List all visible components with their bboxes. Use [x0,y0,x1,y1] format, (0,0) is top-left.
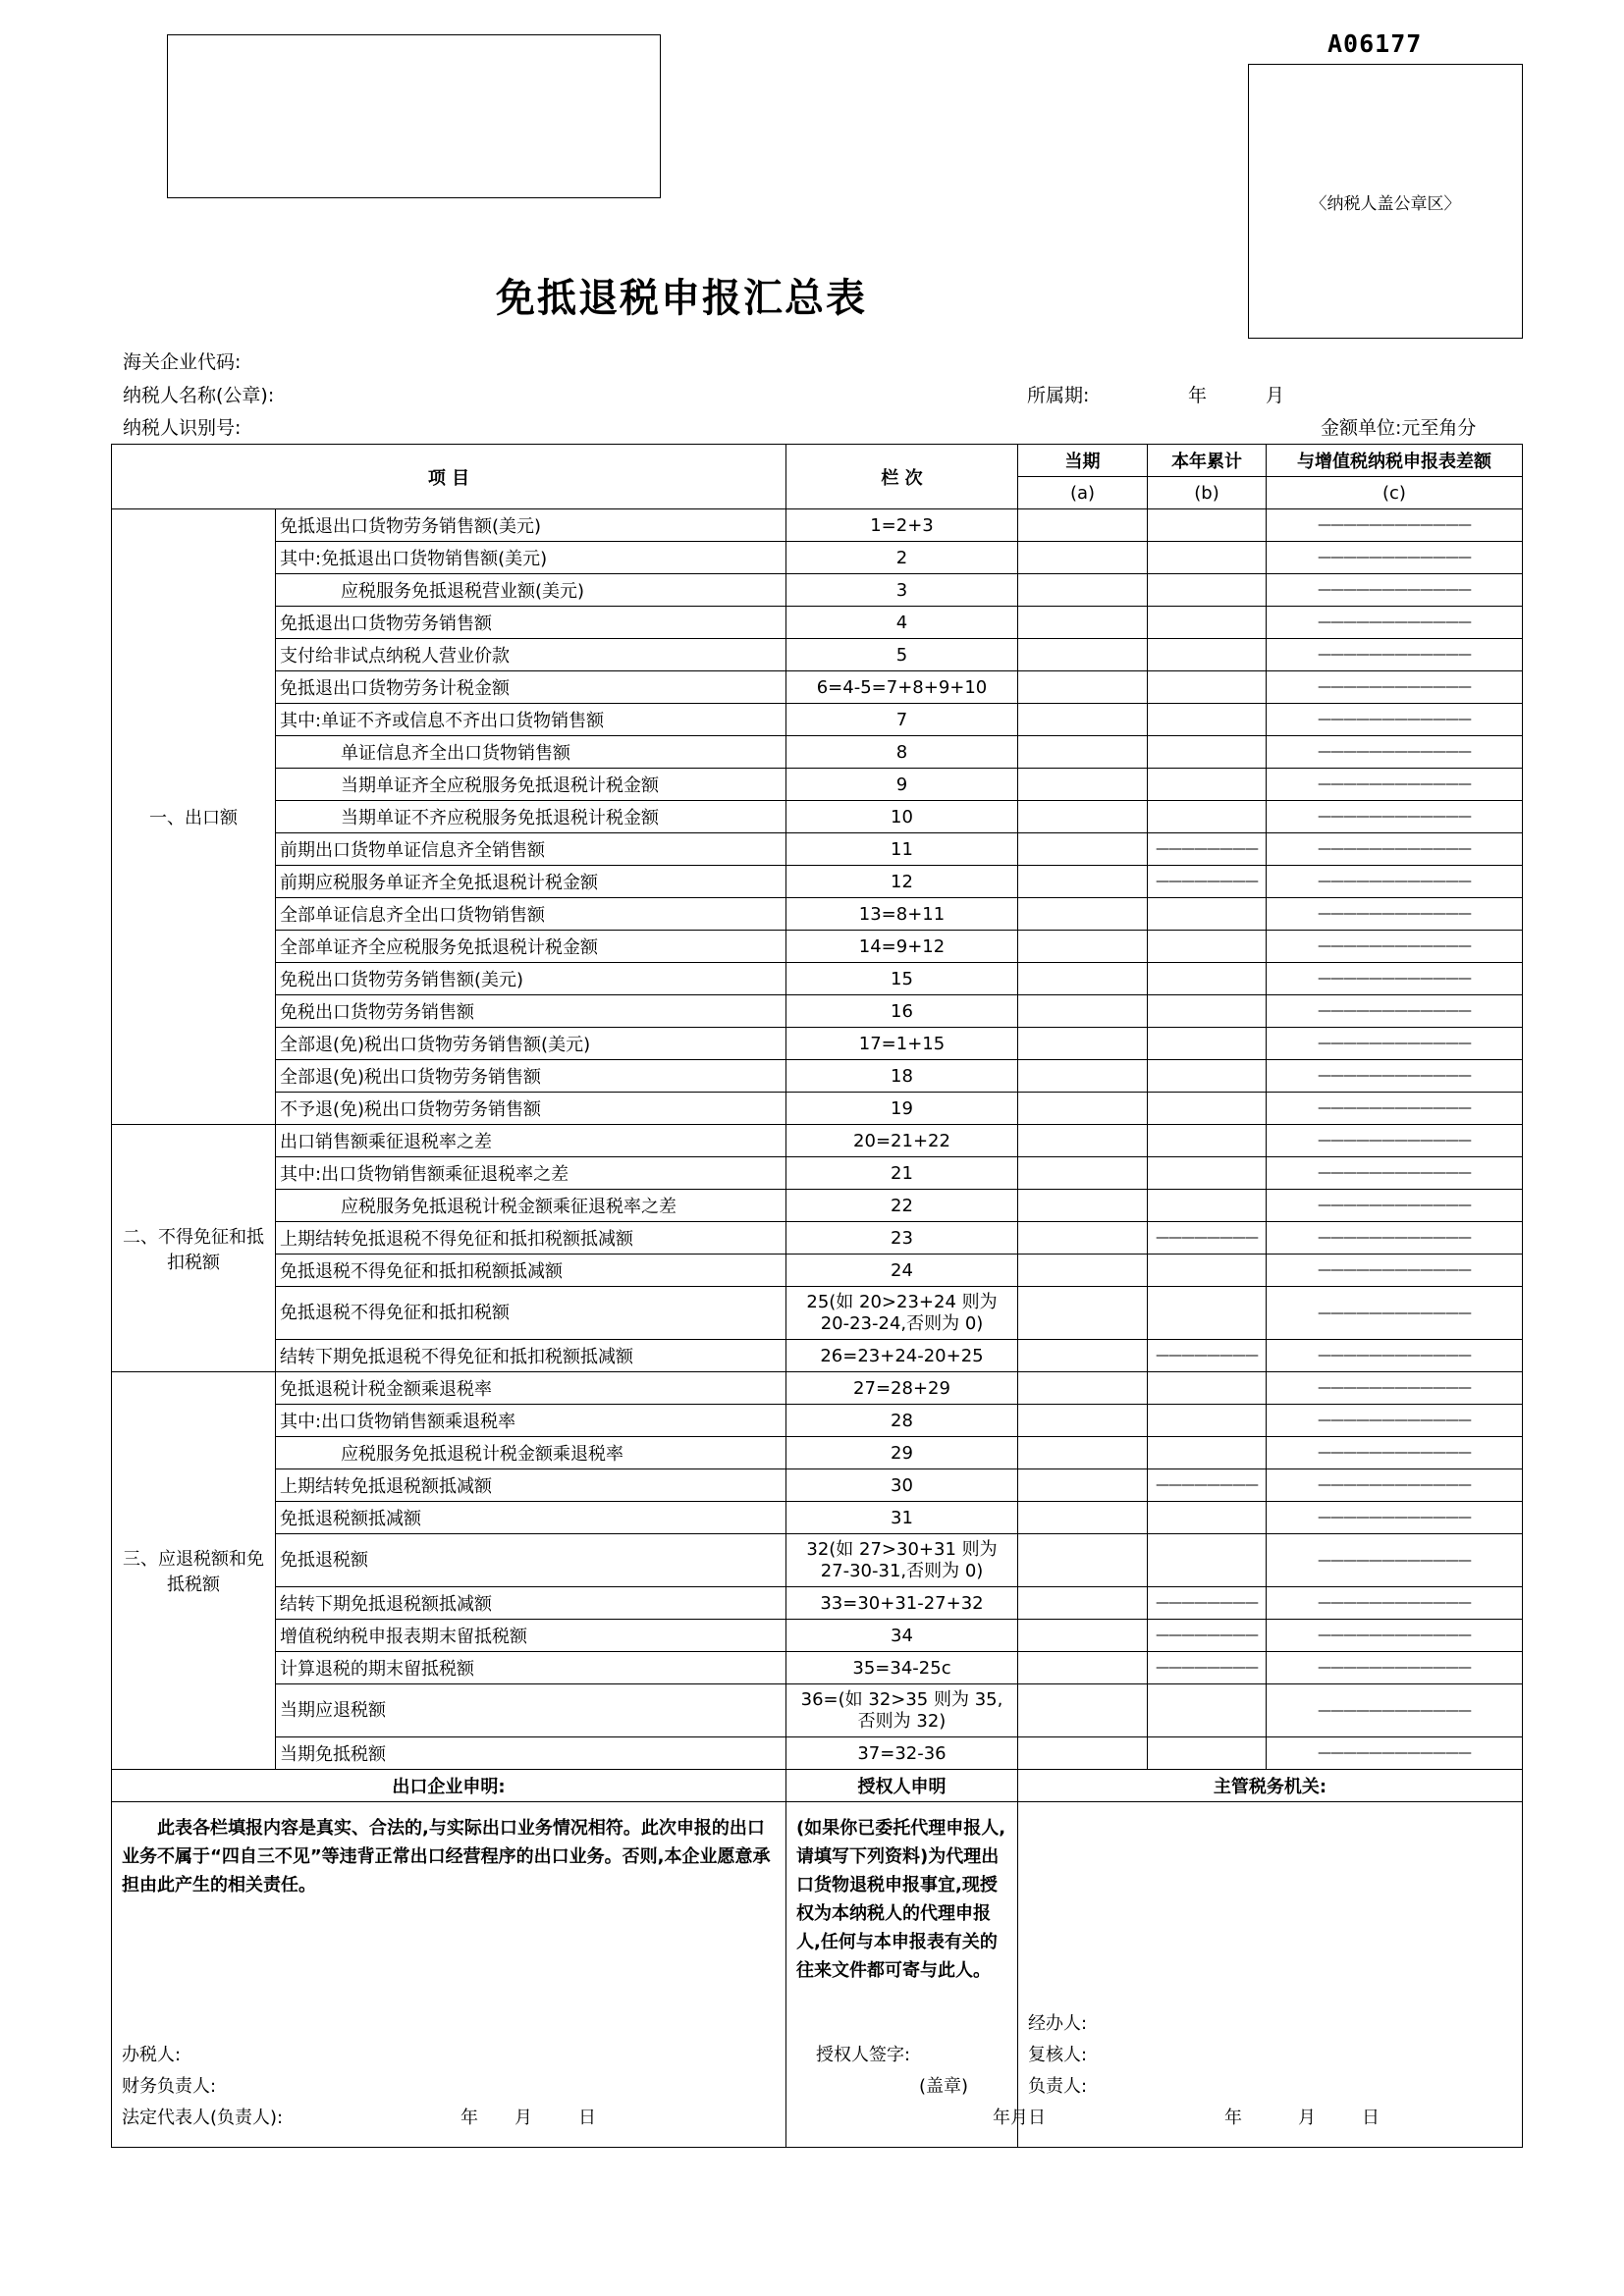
row-label: 计算退税的期末留抵税额 [276,1652,786,1684]
date-year: 年 [460,2108,478,2128]
cell-current[interactable] [1018,639,1148,671]
section-export: 一、出口额 [112,509,276,1125]
row-label: 免抵退税计税金额乘退税率 [276,1372,786,1405]
cell-diff-dash: ———————————— [1267,1684,1523,1737]
cell-ytd[interactable] [1148,736,1267,769]
cell-ytd[interactable] [1148,704,1267,736]
row-column [786,1534,1018,1587]
row-label: 免抵退税额 [276,1534,786,1587]
cell-ytd[interactable] [1148,1534,1267,1587]
summary-table [111,444,1523,2148]
row-column: 23 [786,1222,1018,1255]
table-row [112,639,1523,671]
header-current: 当期 [1018,445,1148,477]
cell-current[interactable] [1018,995,1148,1028]
table-row [112,1684,1523,1737]
date-month: 月 [514,2108,532,2128]
row-label: 免抵退税不得免征和抵扣税额 [276,1287,786,1340]
cell-ytd[interactable] [1148,574,1267,607]
cell-current[interactable] [1018,1340,1148,1372]
cell-current[interactable] [1018,866,1148,898]
cell-diff-dash: ———————————— [1267,1372,1523,1405]
cell-diff-dash: ———————————— [1267,898,1523,931]
cell-current[interactable] [1018,1405,1148,1437]
cell-diff-dash: ———————————— [1267,1652,1523,1684]
table-row [112,1502,1523,1534]
cell-ytd-dash: ———————— [1148,1340,1267,1372]
tax-date-month: 月 [1298,2108,1316,2128]
agent-seal-label: (盖章) [918,2076,968,2097]
table-row [112,931,1523,963]
seal-area [1248,64,1523,339]
table-row [112,801,1523,833]
cell-ytd[interactable] [1148,1287,1267,1340]
cell-diff-dash: ———————————— [1267,1255,1523,1287]
row-label: 出口销售额乘征退税率之差 [276,1125,786,1157]
cell-diff-dash: ———————————— [1267,866,1523,898]
table-row [112,1125,1523,1157]
cell-current[interactable] [1018,1620,1148,1652]
cell-ytd[interactable] [1148,1405,1267,1437]
row-column: 4 [786,607,1018,639]
cell-current[interactable] [1018,1125,1148,1157]
table-row [112,1222,1523,1255]
row-label: 免抵退出口货物劳务计税金额 [276,671,786,704]
cell-ytd-dash: ———————— [1148,1469,1267,1502]
row-column: 22 [786,1190,1018,1222]
cell-ytd[interactable] [1148,1028,1267,1060]
period-label: 所属期: [1027,385,1090,406]
cell-ytd-dash: ———————— [1148,1652,1267,1684]
cell-diff-dash: ———————————— [1267,607,1523,639]
row-label: 免抵退出口货物劳务销售额 [276,607,786,639]
cell-current[interactable] [1018,1157,1148,1190]
cell-diff-dash: ———————————— [1267,995,1523,1028]
cell-ytd[interactable] [1148,995,1267,1028]
cell-current[interactable] [1018,1587,1148,1620]
cell-diff-dash: ———————————— [1267,1190,1523,1222]
table-row [112,866,1523,898]
row-column: 35=34-25c [786,1652,1018,1684]
row-column: 14=9+12 [786,931,1018,963]
row-column: 30 [786,1469,1018,1502]
row-column: 17=1+15 [786,1028,1018,1060]
table-row [112,1737,1523,1770]
table-row [112,1620,1523,1652]
cell-diff-dash: ———————————— [1267,1405,1523,1437]
row-label: 应税服务免抵退税计税金额乘退税率 [276,1437,786,1469]
cell-ytd[interactable] [1148,1255,1267,1287]
amount-unit: 金额单位:元至角分 [1321,417,1477,439]
row-column: 19 [786,1093,1018,1125]
row-label: 增值税纳税申报表期末留抵税额 [276,1620,786,1652]
agent-declaration-title: 授权人申明 [786,1770,1018,1802]
cell-current[interactable] [1018,671,1148,704]
section-refund: 三、应退税额和免抵税额 [112,1372,276,1770]
table-row [112,1534,1523,1587]
cell-diff-dash: ———————————— [1267,1502,1523,1534]
cell-ytd-dash: ———————— [1148,1587,1267,1620]
cell-diff-dash: ———————————— [1267,574,1523,607]
tax-date-year: 年 [1224,2108,1242,2128]
table-row [112,1437,1523,1469]
cell-ytd[interactable] [1148,671,1267,704]
row-label: 结转下期免抵退税额抵减额 [276,1587,786,1620]
cell-current[interactable] [1018,1287,1148,1340]
row-column: 13=8+11 [786,898,1018,931]
cell-current[interactable] [1018,607,1148,639]
export-declaration-text: 此表各栏填报内容是真实、合法的,与实际出口业务情况相符。此次申报的出口业务不属于“四自三不见”等违背正常出口经营程序的出口业务。否则,本企业愿意承担由此产生的相关责任。 [122,1818,771,1896]
row-column: 18 [786,1060,1018,1093]
table-row [112,1287,1523,1340]
row-label: 应税服务免抵退税营业额(美元) [276,574,786,607]
cell-diff-dash: ———————————— [1267,931,1523,963]
row-column: 11 [786,833,1018,866]
cell-diff-dash: ———————————— [1267,801,1523,833]
cell-ytd[interactable] [1148,801,1267,833]
row-label: 全部单证齐全应税服务免抵退税计税金额 [276,931,786,963]
cell-ytd[interactable] [1148,1157,1267,1190]
cell-ytd[interactable] [1148,509,1267,542]
header-item: 项 目 [112,445,786,509]
table-row [112,671,1523,704]
table-row [112,1060,1523,1093]
table-row [112,1028,1523,1060]
row-column-line1: 36=(如 32>35 则为 35, [800,1688,1003,1710]
row-column: 15 [786,963,1018,995]
cell-ytd-dash: ———————— [1148,866,1267,898]
table-row [112,1405,1523,1437]
table-row [112,1340,1523,1372]
period-month: 月 [1266,385,1285,406]
row-column-line1: 32(如 27>30+31 则为 [806,1538,998,1560]
row-label: 免抵退出口货物劳务销售额(美元) [276,509,786,542]
page-title: 免抵退税申报汇总表 [496,276,867,321]
cell-current[interactable] [1018,833,1148,866]
cell-current[interactable] [1018,736,1148,769]
cell-current[interactable] [1018,1652,1148,1684]
table-row [112,542,1523,574]
row-column: 28 [786,1405,1018,1437]
table-row [112,963,1523,995]
table-row [112,704,1523,736]
row-label: 当期应退税额 [276,1684,786,1737]
cell-diff-dash: ———————————— [1267,1737,1523,1770]
cell-current[interactable] [1018,1028,1148,1060]
cell-diff-dash: ———————————— [1267,1437,1523,1469]
date-day: 日 [578,2108,596,2128]
row-label: 其中:出口货物销售额乘征退税率之差 [276,1157,786,1190]
cell-diff-dash: ———————————— [1267,1222,1523,1255]
row-column: 7 [786,704,1018,736]
cell-current[interactable] [1018,1469,1148,1502]
cell-diff-dash: ———————————— [1267,639,1523,671]
row-column: 6=4-5=7+8+9+10 [786,671,1018,704]
cell-ytd[interactable] [1148,1437,1267,1469]
cell-diff-dash: ———————————— [1267,736,1523,769]
cell-current[interactable] [1018,542,1148,574]
seal-area-label: 〈纳税人盖公章区〉 [1310,193,1461,214]
table-row [112,1372,1523,1405]
agent-declaration [786,1802,1046,2148]
tax-authority-title: 主管税务机关: [1018,1770,1523,1802]
row-label: 单证信息齐全出口货物销售额 [276,736,786,769]
row-column: 5 [786,639,1018,671]
cell-diff-dash: ———————————— [1267,1157,1523,1190]
row-label: 结转下期免抵退税不得免征和抵扣税额抵减额 [276,1340,786,1372]
row-label: 前期应税服务单证齐全免抵退税计税金额 [276,866,786,898]
cell-current[interactable] [1018,931,1148,963]
table-row [112,736,1523,769]
cell-diff-dash: ———————————— [1267,769,1523,801]
row-column: 1=2+3 [786,509,1018,542]
table-row [112,833,1523,866]
cell-ytd-dash: ———————— [1148,1222,1267,1255]
cell-diff-dash: ———————————— [1267,1620,1523,1652]
cell-ytd[interactable] [1148,1502,1267,1534]
row-label: 上期结转免抵退税不得免征和抵扣税额抵减额 [276,1222,786,1255]
row-label: 其中:出口货物销售额乘退税率 [276,1405,786,1437]
row-column: 31 [786,1502,1018,1534]
row-column: 33=30+31-27+32 [786,1587,1018,1620]
cell-ytd[interactable] [1148,769,1267,801]
cell-current[interactable] [1018,769,1148,801]
cell-current[interactable] [1018,1372,1148,1405]
cell-diff-dash: ———————————— [1267,1534,1523,1587]
row-column: 37=32-36 [786,1737,1018,1770]
table-row [112,1469,1523,1502]
cell-current[interactable] [1018,509,1148,542]
cell-ytd[interactable] [1148,542,1267,574]
tax-handler-label: 经办人: [1028,2013,1088,2034]
declaration-title-row [112,1770,1523,1802]
handler-label: 办税人: [122,2045,182,2065]
row-column: 9 [786,769,1018,801]
cell-ytd[interactable] [1148,963,1267,995]
tax-authority [1018,1802,1523,2148]
row-column: 16 [786,995,1018,1028]
cell-ytd[interactable] [1148,607,1267,639]
row-label: 其中:单证不齐或信息不齐出口货物销售额 [276,704,786,736]
row-column-line2: 27-30-31,否则为 0) [820,1560,984,1581]
header-column: 栏 次 [786,445,1018,509]
taxpayer-name-label: 纳税人名称(公章): [123,385,275,406]
table-row [112,1255,1523,1287]
agent-sign-label: 授权人签字: [816,2045,911,2065]
export-declaration [112,1802,786,2148]
cell-ytd[interactable] [1148,1190,1267,1222]
cell-diff-dash: ———————————— [1267,704,1523,736]
row-label: 当期免抵税额 [276,1737,786,1770]
cell-current[interactable] [1018,801,1148,833]
row-label: 免税出口货物劳务销售额(美元) [276,963,786,995]
row-column: 27=28+29 [786,1372,1018,1405]
agent-date-day: 日 [1028,2108,1046,2128]
tax-chief-label: 负责人: [1028,2076,1088,2097]
cell-current[interactable] [1018,1684,1148,1737]
table-row [112,1190,1523,1222]
row-label: 其中:免抵退出口货物销售额(美元) [276,542,786,574]
export-declaration-title: 出口企业申明: [112,1770,786,1802]
cell-ytd[interactable] [1148,1125,1267,1157]
row-column [786,1684,1018,1737]
cell-current[interactable] [1018,574,1148,607]
row-column [786,1287,1018,1340]
cell-ytd[interactable] [1148,1372,1267,1405]
legal-rep-label: 法定代表人(负责人): [122,2108,284,2128]
table-row [112,769,1523,801]
header-diff: 与增值税纳税申报表差额 [1267,445,1523,477]
row-column: 34 [786,1620,1018,1652]
row-column-line2: 否则为 32) [857,1710,947,1732]
cell-current[interactable] [1018,1502,1148,1534]
row-label: 全部退(免)税出口货物劳务销售额 [276,1060,786,1093]
row-label: 免税出口货物劳务销售额 [276,995,786,1028]
cell-diff-dash: ———————————— [1267,509,1523,542]
declaration-body-row [112,1802,1523,2148]
cell-ytd-dash: ———————— [1148,1620,1267,1652]
cell-current[interactable] [1018,1093,1148,1125]
cell-ytd[interactable] [1148,639,1267,671]
row-label: 上期结转免抵退税额抵减额 [276,1469,786,1502]
row-column: 26=23+24-20+25 [786,1340,1018,1372]
cell-diff-dash: ———————————— [1267,963,1523,995]
cell-ytd[interactable] [1148,1093,1267,1125]
row-column: 10 [786,801,1018,833]
table-row [112,607,1523,639]
cell-diff-dash: ———————————— [1267,1060,1523,1093]
row-label: 全部退(免)税出口货物劳务销售额(美元) [276,1028,786,1060]
table-row [112,898,1523,931]
tax-reviewer-label: 复核人: [1028,2045,1088,2065]
cell-ytd[interactable] [1148,1737,1267,1770]
customs-code-label: 海关企业代码: [123,351,242,373]
row-label: 应税服务免抵退税计税金额乘征退税率之差 [276,1190,786,1222]
table-row [112,1093,1523,1125]
header-ytd-sub: (b) [1148,477,1267,509]
row-column: 24 [786,1255,1018,1287]
row-label: 全部单证信息齐全出口货物销售额 [276,898,786,931]
cell-current[interactable] [1018,1737,1148,1770]
cell-ytd-dash: ———————— [1148,833,1267,866]
table-row [112,574,1523,607]
header-diff-sub: (c) [1267,477,1523,509]
cell-ytd[interactable] [1148,1684,1267,1737]
tax-date-day: 日 [1362,2108,1380,2128]
section-nondeductible: 二、不得免征和抵扣税额 [112,1125,276,1372]
cell-ytd[interactable] [1148,898,1267,931]
row-column: 2 [786,542,1018,574]
cell-diff-dash: ———————————— [1267,542,1523,574]
agent-date-month: 月 [1010,2108,1028,2128]
cell-current[interactable] [1018,1437,1148,1469]
finance-label: 财务负责人: [122,2076,217,2097]
cell-current[interactable] [1018,963,1148,995]
cell-diff-dash: ———————————— [1267,671,1523,704]
row-column: 12 [786,866,1018,898]
table-row [112,995,1523,1028]
cell-ytd[interactable] [1148,931,1267,963]
cell-diff-dash: ———————————— [1267,1287,1523,1340]
cell-current[interactable] [1018,1060,1148,1093]
row-label: 当期单证齐全应税服务免抵退税计税金额 [276,769,786,801]
row-label: 免抵退税不得免征和抵扣税额抵减额 [276,1255,786,1287]
cell-diff-dash: ———————————— [1267,1093,1523,1125]
row-column: 21 [786,1157,1018,1190]
cell-current[interactable] [1018,1222,1148,1255]
cell-diff-dash: ———————————— [1267,1125,1523,1157]
row-label: 前期出口货物单证信息齐全销售额 [276,833,786,866]
blank-box [167,34,661,198]
agent-declaration-text: (如果你已委托代理申报人,请填写下列资料)为代理出口货物退税申报事宜,现授权为本纳税人的代理申报人,任何与本申报表有关的往来文件都可寄与此人。 [796,1818,1006,1981]
form-code: A06177 [1327,29,1423,58]
row-column: 29 [786,1437,1018,1469]
cell-diff-dash: ———————————— [1267,1340,1523,1372]
table-row [112,1652,1523,1684]
table-row [112,509,1523,542]
agent-date-year: 年 [993,2108,1010,2128]
row-column: 3 [786,574,1018,607]
header-current-sub: (a) [1018,477,1148,509]
cell-current[interactable] [1018,704,1148,736]
row-label: 当期单证不齐应税服务免抵退税计税金额 [276,801,786,833]
table-row [112,1157,1523,1190]
row-column-line1: 25(如 20>23+24 则为 [806,1291,998,1312]
table-row [112,1587,1523,1620]
cell-current[interactable] [1018,1255,1148,1287]
header-ytd: 本年累计 [1148,445,1267,477]
row-label: 免抵退税额抵减额 [276,1502,786,1534]
cell-diff-dash: ———————————— [1267,1028,1523,1060]
cell-diff-dash: ———————————— [1267,1469,1523,1502]
row-column: 20=21+22 [786,1125,1018,1157]
cell-diff-dash: ———————————— [1267,833,1523,866]
row-label: 不予退(免)税出口货物劳务销售额 [276,1093,786,1125]
taxpayer-id-label: 纳税人识别号: [123,417,242,439]
cell-current[interactable] [1018,1190,1148,1222]
period-year: 年 [1188,385,1208,406]
cell-current[interactable] [1018,1534,1148,1587]
cell-diff-dash: ———————————— [1267,1587,1523,1620]
row-label: 支付给非试点纳税人营业价款 [276,639,786,671]
cell-current[interactable] [1018,898,1148,931]
row-column: 8 [786,736,1018,769]
cell-ytd[interactable] [1148,1060,1267,1093]
row-column-line2: 20-23-24,否则为 0) [820,1312,984,1334]
